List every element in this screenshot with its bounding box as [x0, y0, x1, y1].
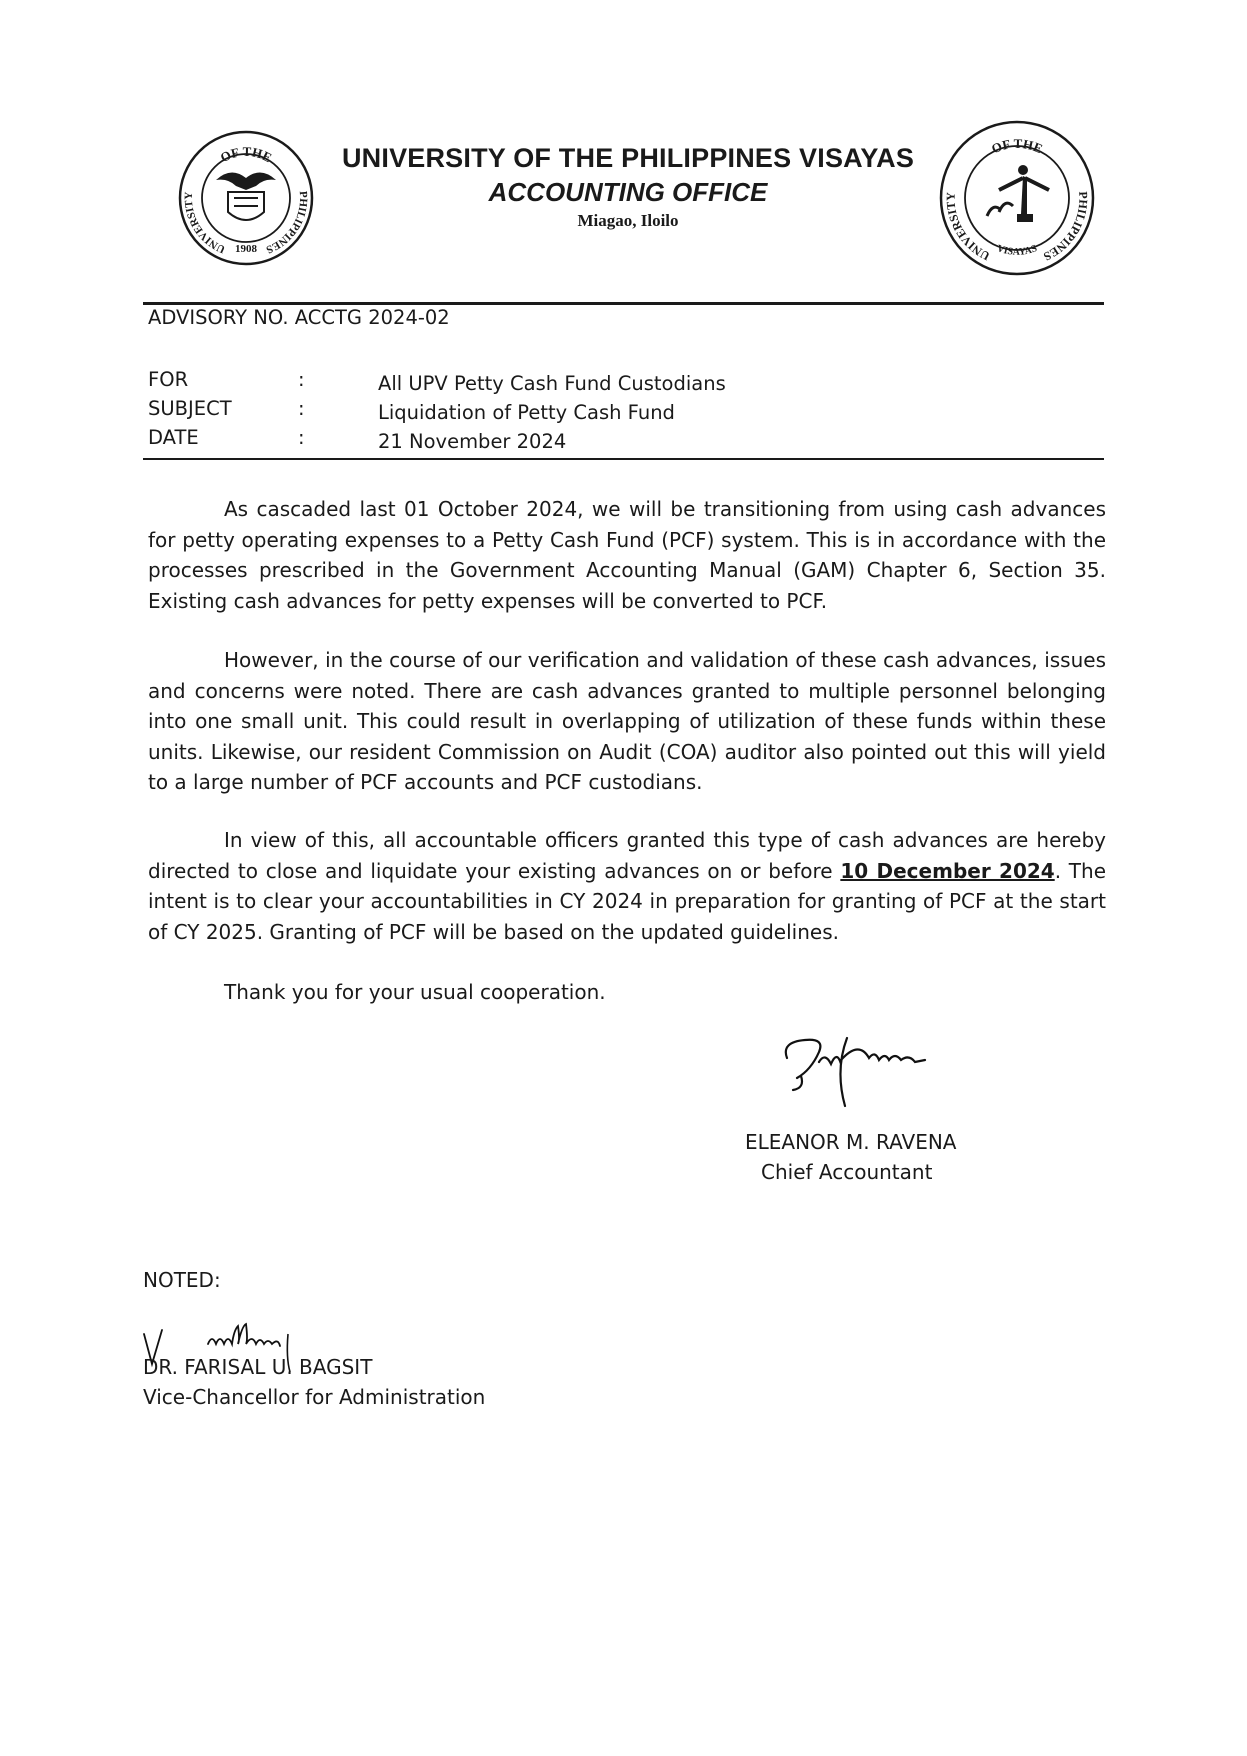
body-paragraph-2 [148, 645, 1106, 798]
left-seal-left-text: UNIVERSITY [182, 191, 228, 256]
body-paragraph-1 [148, 494, 1106, 616]
meta-key-date: DATE [148, 426, 199, 449]
up-left-seal [176, 128, 316, 268]
noted-title: Vice-Chancellor for Administration [143, 1385, 486, 1409]
meta-key-for: FOR [148, 368, 189, 391]
meta-value-date: 21 November 2024 [378, 430, 567, 453]
right-seal-bottom-text: VISAYAS [995, 243, 1039, 258]
noted-label: NOTED: [143, 1268, 221, 1292]
body-paragraph-2-text: However, in the course of our verification and validation of these cash advances, issues and concerns were noted. There are cash advances granted to multiple personnel belonging into one small unit. This could result in overlapping of utilization of these funds within these units. Likewise, our resident Commission on Audit (COA) auditor also pointed out this will yield to a large number of PCF accounts and PCF custodians. [148, 648, 1106, 794]
svg-text:PHILIPPINES [264, 191, 309, 256]
noted-name: DR. FARISAL U. BAGSIT [143, 1355, 373, 1379]
meta-colon: : [298, 426, 305, 449]
meta-key-subject: SUBJECT [148, 397, 232, 420]
svg-text:VISAYAS [995, 243, 1039, 258]
left-seal-top-text: OF THE [217, 143, 275, 166]
meta-value-for: All UPV Petty Cash Fund Custodians [378, 372, 726, 395]
body-paragraph-3-before: In view of this, all accountable officers granted this type of cash advances are hereby directed to close and liquidate your existing advances on or before [148, 828, 1106, 883]
signatory-title: Chief Accountant [761, 1160, 933, 1184]
svg-text:OF THE [218, 144, 274, 165]
meta-value-subject: Liquidation of Petty Cash Fund [378, 401, 675, 424]
closing-line: Thank you for your usual cooperation. [224, 980, 606, 1004]
right-seal-right-text: PHILIPPINES [1041, 191, 1091, 264]
header-rule [143, 302, 1104, 305]
office-location: Miagao, Iloilo [577, 211, 679, 230]
left-seal-year: 1908 [235, 243, 257, 255]
left-seal-right-text: PHILIPPINES [264, 190, 310, 256]
body-paragraph-1-text: As cascaded last 01 October 2024, we will be transitioning from using cash advances for petty operating expenses to a Petty Cash Fund (PCF) system. This is in accordance with the processes prescribed in the Government Accounting Manual (GAM) Chapter 6, Section 35. Existing cash advances for petty expenses will be converted to PCF. [148, 497, 1106, 613]
deadline-date: 10 December 2024 [840, 858, 1055, 883]
svg-text:UNIVERSITY [183, 191, 227, 255]
office-name: ACCOUNTING OFFICE [488, 177, 768, 207]
meta-colon: : [298, 368, 305, 391]
signatory-name: ELEANOR M. RAVENA [745, 1130, 957, 1154]
advisory-number: ADVISORY NO. ACCTG 2024-02 [148, 306, 450, 329]
body-paragraph-3-after: . The intent is to clear your accountabilities in CY 2024 in preparation for granting of PCF at the start of CY 2025. Granting of PCF will be based on the updated guidelines. [148, 858, 1106, 944]
body-paragraph-3 [148, 825, 1106, 947]
university-name: UNIVERSITY OF THE PHILIPPINES VISAYAS [341, 143, 915, 173]
svg-text:PHILIPPINES [1041, 191, 1090, 264]
svg-text:OF THE [989, 136, 1045, 156]
meta-rule [143, 458, 1104, 460]
signature-ravena [775, 1030, 945, 1110]
upv-right-seal [937, 118, 1097, 278]
right-seal-left-text: UNIVERSITY [943, 192, 993, 264]
right-seal-top-text: OF THE [989, 135, 1045, 157]
svg-text:UNIVERSITY [944, 192, 993, 264]
meta-colon: : [298, 397, 305, 420]
